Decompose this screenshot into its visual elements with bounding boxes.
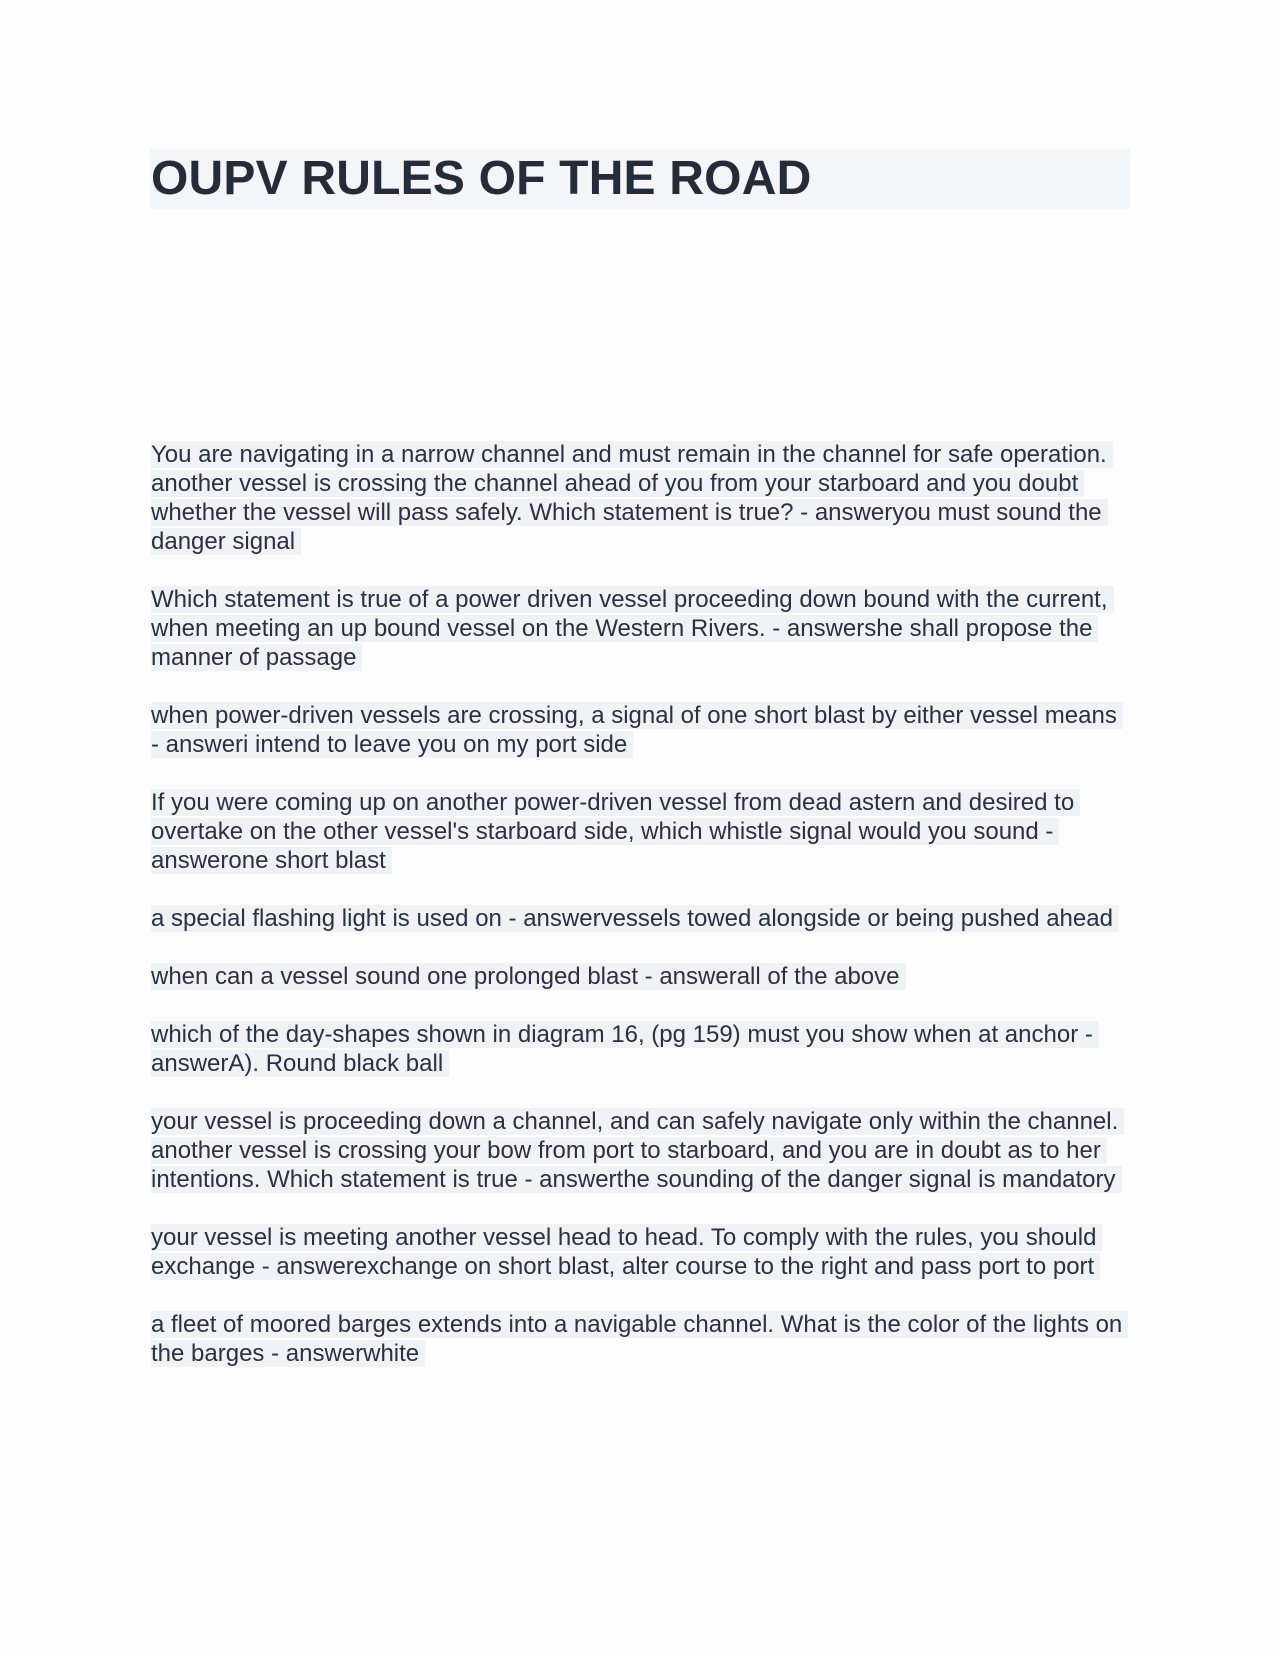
qa-text: Which statement is true of a power driven vessel proceeding down bound with the current, when meeting an up bound vessel on the Western Rivers. - answershe shall propose the manner of passage <box>151 586 1114 671</box>
qa-text: your vessel is proceeding down a channel, and can safely navigate only within the channel. another vessel is crossing your bow from port to starboard, and you are in doubt as to her intentions. Which statement is true - answerthe sounding of the danger signal is mandatory <box>151 1108 1124 1193</box>
qa-text: when power-driven vessels are crossing, a signal of one short blast by either vessel means - answeri intend to leave you on my port side <box>151 702 1123 758</box>
qa-text: which of the day-shapes shown in diagram 16, (pg 159) must you show when at anchor - answerA). Round black ball <box>151 1021 1099 1077</box>
qa-item <box>151 1020 1131 1078</box>
qa-text: when can a vessel sound one prolonged blast - answerall of the above <box>151 963 906 990</box>
qa-text: You are navigating in a narrow channel and must remain in the channel for safe operation. another vessel is crossing the channel ahead of you from your starboard and you doubt whether the vessel will pass safely. Which statement is true? - answeryou must sound the danger signal <box>151 441 1113 555</box>
qa-item <box>151 701 1131 759</box>
qa-text: If you were coming up on another power-driven vessel from dead astern and desired to overtake on the other vessel's starboard side, which whistle signal would you sound - answerone short blast <box>151 789 1080 874</box>
qa-list <box>151 440 1131 1397</box>
qa-item <box>151 904 1131 933</box>
qa-item <box>151 1310 1131 1368</box>
qa-item <box>151 1223 1131 1281</box>
qa-item <box>151 585 1131 672</box>
qa-text: your vessel is meeting another vessel head to head. To comply with the rules, you should exchange - answerexchange on short blast, alter course to the right and pass port to port <box>151 1224 1102 1280</box>
qa-item <box>151 440 1131 556</box>
qa-item <box>151 1107 1131 1194</box>
qa-item <box>151 788 1131 875</box>
qa-text: a special flashing light is used on - answervessels towed alongside or being pushed ahead <box>151 905 1119 932</box>
qa-text: a fleet of moored barges extends into a navigable channel. What is the color of the lights on the barges - answerwhite <box>151 1311 1128 1367</box>
qa-item <box>151 962 1131 991</box>
page-title: OUPV RULES OF THE ROAD <box>151 152 812 205</box>
